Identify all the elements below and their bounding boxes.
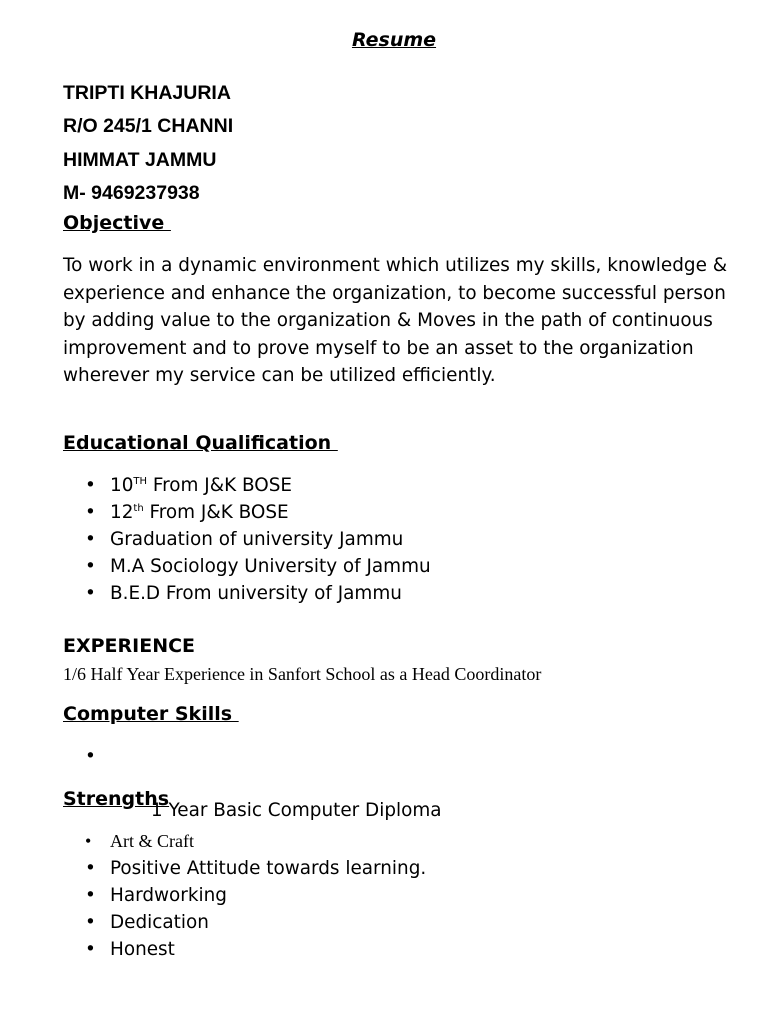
list-item: • M.A Sociology University of Jammu bbox=[0, 553, 431, 580]
bullet-icon: • bbox=[85, 885, 96, 906]
bullet-icon: • bbox=[85, 583, 96, 604]
list-item: • 12th From J&K BOSE bbox=[0, 499, 431, 526]
objective-heading: Objective bbox=[63, 212, 171, 234]
bullet-icon: • bbox=[85, 939, 96, 960]
bullet-icon: • bbox=[85, 912, 96, 933]
list-item: • B.E.D From university of Jammu bbox=[0, 580, 431, 607]
bullet-icon: • bbox=[85, 529, 96, 550]
list-item: • 10TH From J&K BOSE bbox=[0, 472, 431, 499]
bullet-icon: • bbox=[85, 475, 96, 496]
address-line-1: R/O 245/1 CHANNI bbox=[63, 115, 234, 137]
strengths-heading: Strengths bbox=[63, 788, 170, 810]
list-item: • Honest bbox=[0, 936, 426, 963]
address-line-2: HIMMAT JAMMU bbox=[63, 149, 217, 171]
list-item: • Positive Attitude towards learning. bbox=[0, 855, 426, 882]
strengths-list bbox=[0, 828, 426, 963]
list-item: • 1 Year Basic Computer Diploma bbox=[0, 743, 442, 851]
education-list bbox=[0, 472, 431, 607]
bullet-icon: • bbox=[85, 502, 96, 523]
bullet-icon: • bbox=[85, 746, 96, 767]
bullet-icon: • bbox=[85, 831, 92, 851]
bullet-icon: • bbox=[85, 556, 96, 577]
list-item: • Dedication bbox=[0, 909, 426, 936]
experience-text: 1/6 Half Year Experience in Sanfort School as a Head Coordinator bbox=[63, 664, 542, 684]
experience-heading: EXPERIENCE bbox=[63, 635, 196, 657]
list-item: • Hardworking bbox=[0, 882, 426, 909]
bullet-icon: • bbox=[85, 858, 96, 879]
candidate-name: TRIPTI KHAJURIA bbox=[63, 82, 231, 104]
computer-skills-heading: Computer Skills bbox=[63, 703, 239, 725]
list-item: • Graduation of university Jammu bbox=[0, 526, 431, 553]
document-title: Resume bbox=[351, 29, 437, 51]
objective-text: To work in a dynamic environment which utilizes my skills, knowledge & experience and enhance the organization, to become successful person by adding value to the organization & Moves in the path of continuous improvement and to prove myself to be an asset to the organization wherever my service can be utilized efficiently. bbox=[63, 255, 728, 387]
list-item: • Art & Craft bbox=[0, 828, 426, 855]
mobile-number: M- 9469237938 bbox=[63, 182, 200, 204]
education-heading: Educational Qualification bbox=[63, 432, 338, 454]
